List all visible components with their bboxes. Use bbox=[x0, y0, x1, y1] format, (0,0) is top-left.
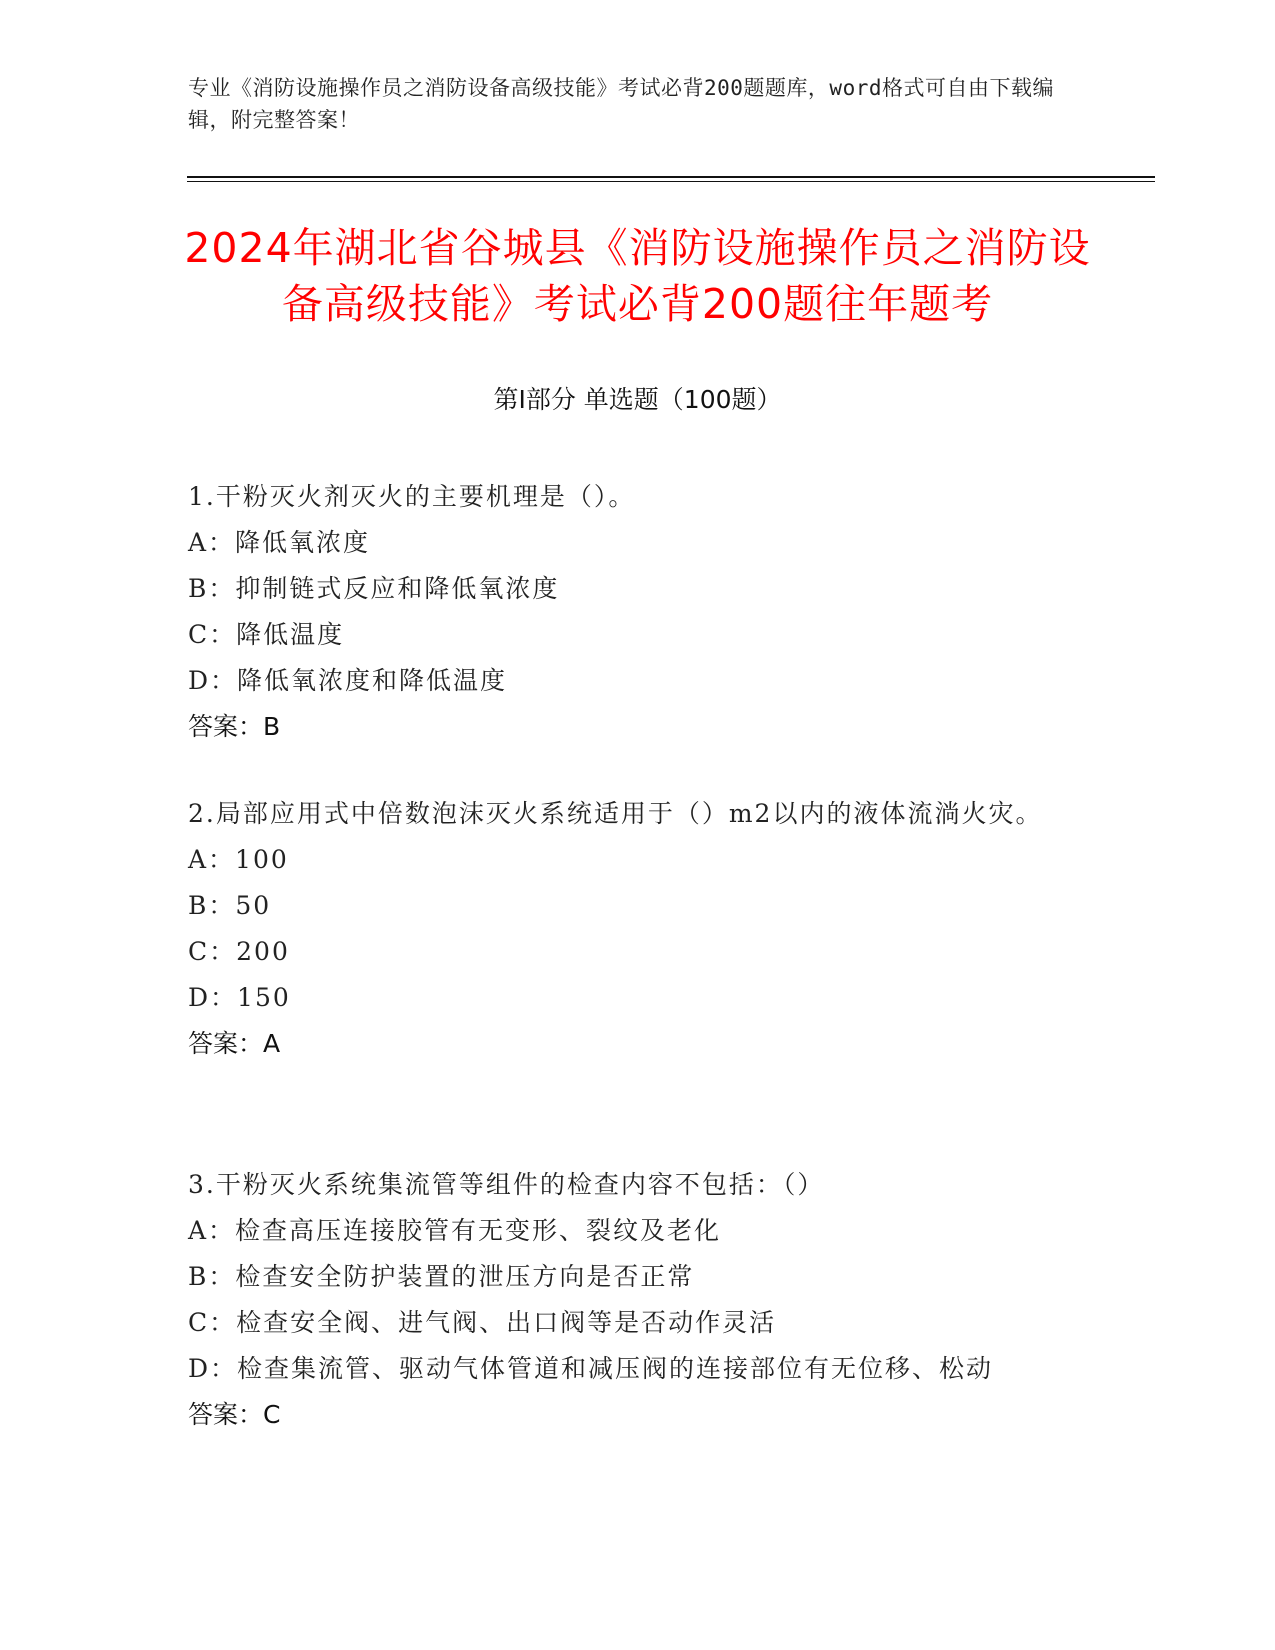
section-heading: 第I部分 单选题（100题） bbox=[493, 385, 782, 414]
option-a: A：100 bbox=[188, 845, 289, 874]
question-2 bbox=[188, 791, 1068, 1067]
question-1 bbox=[188, 474, 1068, 750]
question-3 bbox=[188, 1162, 1068, 1438]
document-title: 2024年湖北省谷城县《消防设施操作员之消防设备高级技能》考试必背200题往年题考 bbox=[184, 224, 1091, 328]
question-stem: 1.干粉灭火剂灭火的主要机理是（）。 bbox=[188, 482, 636, 511]
option-c: C：检查安全阀、进气阀、出口阀等是否动作灵活 bbox=[188, 1308, 777, 1337]
option-a: A：降低氧浓度 bbox=[188, 528, 371, 557]
answer: 答案：A bbox=[188, 1029, 281, 1058]
option-a: A：检查高压连接胶管有无变形、裂纹及老化 bbox=[188, 1216, 722, 1245]
option-d: D：检查集流管、驱动气体管道和减压阀的连接部位有无位移、松动 bbox=[188, 1354, 994, 1383]
option-b: B：检查安全防护装置的泄压方向是否正常 bbox=[188, 1262, 695, 1291]
header-note: 专业《消防设施操作员之消防设备高级技能》考试必背200题题库，word格式可自由下载编辑，附完整答案！ bbox=[188, 76, 1054, 132]
question-stem: 3.干粉灭火系统集流管等组件的检查内容不包括：（） bbox=[188, 1170, 825, 1199]
header-divider-thin bbox=[187, 181, 1155, 182]
header-divider-thick bbox=[187, 176, 1155, 178]
question-stem: 2.局部应用式中倍数泡沫灭火系统适用于（）m2以内的液体流淌火灾。 bbox=[188, 799, 1043, 828]
option-c: C：200 bbox=[188, 937, 290, 966]
option-c: C：降低温度 bbox=[188, 620, 345, 649]
answer: 答案：B bbox=[188, 712, 281, 741]
option-d: D：降低氧浓度和降低温度 bbox=[188, 666, 508, 695]
option-b: B：50 bbox=[188, 891, 272, 920]
option-d: D：150 bbox=[188, 983, 291, 1012]
option-b: B：抑制链式反应和降低氧浓度 bbox=[188, 574, 560, 603]
answer: 答案：C bbox=[188, 1400, 281, 1429]
